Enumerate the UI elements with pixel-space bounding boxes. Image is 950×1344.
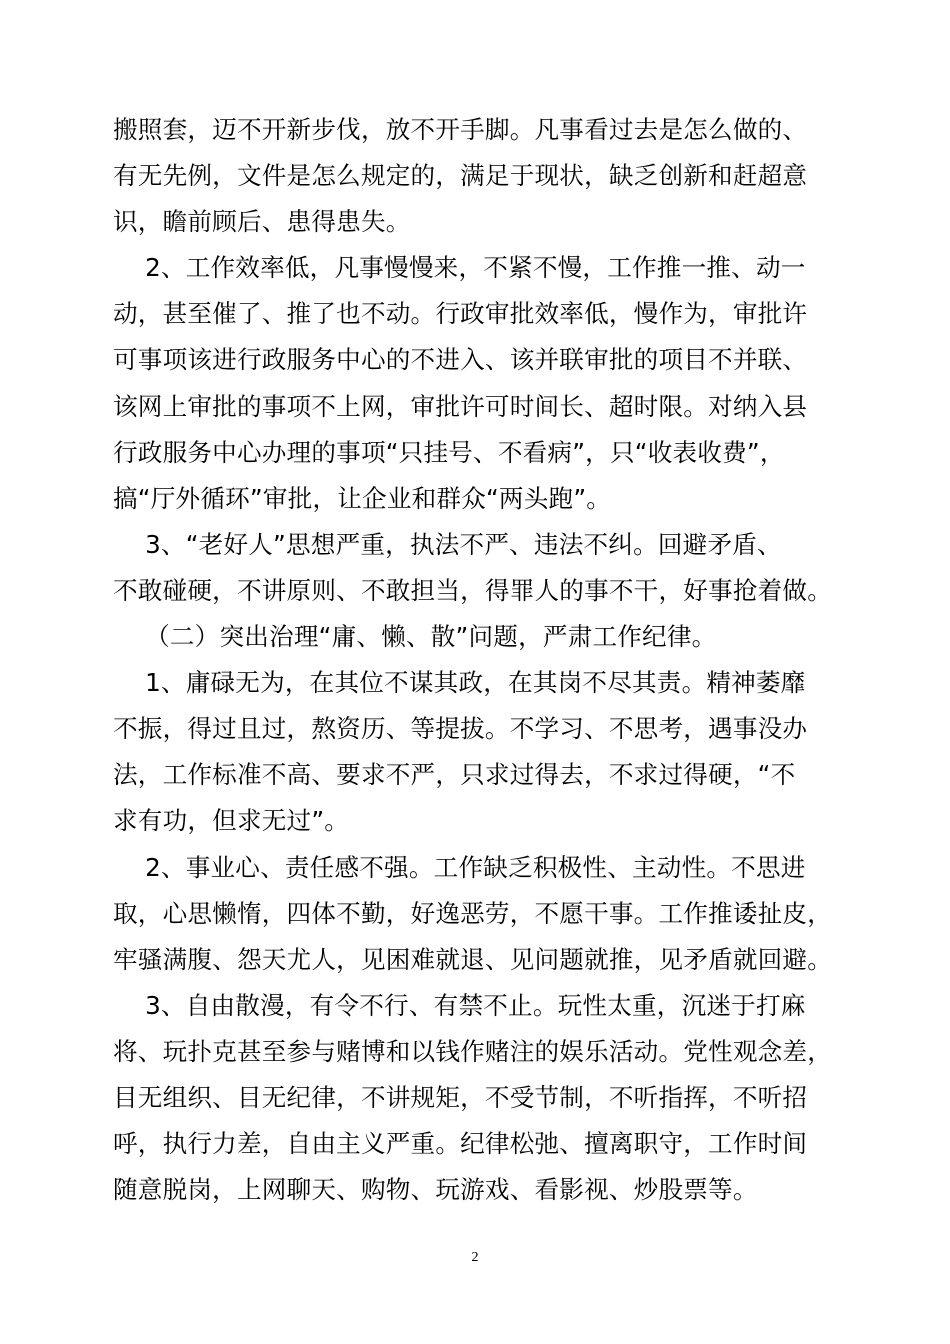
text-line: 该网上审批的事项不上网，审批许可时间长、超时限。对纳入县 [113, 391, 808, 421]
page-number: 2 [471, 1250, 479, 1265]
text-line: 不振，得过且过，熬资历、等提拔。不学习、不思考，遇事没办 [113, 714, 808, 744]
text-line: 呼，执行力差，自由主义严重。纪律松弛、擅离职守，工作时间 [113, 1129, 808, 1159]
text-line: 牢骚满腹、怨天尤人，见困难就退、见问题就推，见矛盾就回避。 [113, 944, 833, 974]
body-text [113, 107, 841, 1213]
text-line: 1、庸碌无为，在其位不谋其政，在其岗不尽其责。精神萎靡 [113, 668, 806, 698]
text-line: 2、工作效率低，凡事慢慢来，不紧不慢，工作推一推、动一 [113, 253, 806, 283]
text-line: 不敢碰硬，不讲原则、不敢担当，得罪人的事不干，好事抢着做。 [113, 575, 833, 605]
text-line: 目无组织、目无纪律，不讲规矩，不受节制，不听指挥，不听招 [113, 1082, 808, 1112]
text-line: 3、“老好人”思想严重，执法不严、违法不纠。回避矛盾、 [113, 529, 782, 559]
text-line: 有无先例，文件是怎么规定的，满足于现状，缺乏创新和赶超意 [113, 161, 808, 191]
text-line: 将、玩扑克甚至参与赌博和以钱作赌注的娱乐活动。党性观念差， [113, 1036, 833, 1066]
text-line: 随意脱岗，上网聊天、购物、玩游戏、看影视、炒股票等。 [113, 1175, 758, 1205]
text-line: 法，工作标准不高、要求不严，只求过得去，不求过得硬，“不 [113, 760, 796, 790]
text-line: 识，瞻前顾后、患得患失。 [113, 207, 411, 237]
text-line: 取，心思懒惰，四体不勤，好逸恶劳，不愿干事。工作推诿扯皮， [113, 898, 833, 928]
text-line: （二）突出治理“庸、懒、散”问题，严肃工作纪律。 [113, 622, 717, 652]
text-line: 3、自由散漫，有令不行、有禁不止。玩性太重，沉迷于打麻 [113, 990, 806, 1020]
text-line: 动，甚至催了、推了也不动。行政审批效率低，慢作为，审批许 [113, 299, 808, 329]
text-line: 可事项该进行政服务中心的不进入、该并联审批的项目不并联、 [113, 345, 808, 375]
text-line: 搞“厅外循环”审批，让企业和群众“两头跑”。 [113, 483, 612, 513]
text-line: 搬照套，迈不开新步伐，放不开手脚。凡事看过去是怎么做的、 [113, 115, 808, 144]
text-line: 行政服务中心办理的事项“只挂号、不看病”，只“收表收费”， [113, 437, 785, 467]
text-line: 2、事业心、责任感不强。工作缺乏积极性、主动性。不思进 [113, 852, 806, 882]
text-line: 求有功，但求无过”。 [113, 806, 350, 836]
